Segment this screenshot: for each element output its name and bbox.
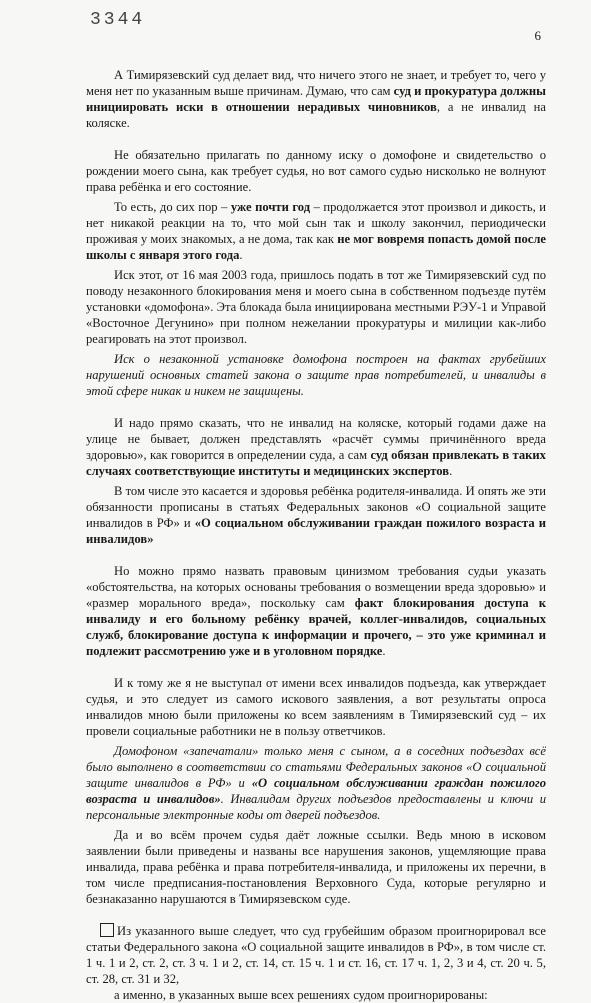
- paragraph-10: Домофоном «запечатали» только меня с сыном, а в соседних подъездах всё было выполнено в соответствии со статьями Федеральных законов «О социальной защите инвалидов в РФ» и «О социальном обслуживании граждан пожилого возраста и инвалидов». Инвалидам других подъездов предоставлены и ключи и персональные электронные коды от дверей подъездов.: [86, 744, 546, 822]
- paragraph-9: И к тому же я не выступал от имени всех инвалидов подъезда, как утверждает судья, и это следует из самого искового заявления, а вот результаты опроса инвалидов мною были приложены ко всем заявлениям в Тимирязевский суд – их провели социальные работники не в пользу ответчиков.: [86, 676, 546, 738]
- paragraph-1: А Тимирязевский суд делает вид, что ничего этого не знает, и требует то, чего у меня нет по указанным выше причинам. Думаю, что сам суд и прокуратура должны инициировать иски в отношении нерадивых чиновников, а не инвалид на коляске.: [86, 68, 547, 130]
- paragraph-5: Иск о незаконной установке домофона построен на фактах грубейших нарушений основных статей закона о защите прав потребителей, и инвалиды в этой сфере никак и никем не защищены.: [86, 352, 546, 398]
- paragraph-3: То есть, до сих пор – уже почти год – продолжается этот произвол и дикость, и нет никакой реакции на то, что мой сын так и школу закончил, периодически проживая у моих знакомых, а не дома, так как не мог вовремя попасть домой после школы с января этого года.: [86, 200, 546, 262]
- paragraph-12: Из указанного выше следует, что суд грубейшим образом проигнорировал все статьи Федерального закона «О социальной защите инвалидов в РФ», в том числе ст. 1 ч. 1 и 2, ст. 2, ст. 3 ч. 1 и 2, ст. 14, ст. 15 ч. 1 и ст. 16, ст. 17 ч. 1, 2, 3 и 4, ст. 20 ч. 5, ст. 28, ст. 31 и 32,: [86, 924, 546, 986]
- paragraph-8: Но можно прямо назвать правовым цинизмом требования судьи указать «обстоятельства, на которых основаны требования о возмещении вреда здоровью» и «размер морального вреда», поскольку сам факт блокирования доступа к инвалиду и его больному ребёнку врачей, коллег-инвалидов, социальных служб, блокирование доступа к информации и прочего, – это уже криминал и подлежит рассмотрению уже и в уголовном порядке.: [86, 564, 546, 658]
- paragraph-4: Иск этот, от 16 мая 2003 года, пришлось подать в тот же Тимирязевский суд по поводу незаконного блокирования меня и моего сына в собственном подъезде путём установки «домофона». Эта блокада была инициирована местными РЭУ-1 и Управой «Восточное Дегунино» при полном нежелании прокуратуры и милиции как-либо реагировать на этот произвол.: [86, 268, 546, 346]
- paragraph-13: а именно, в указанных выше всех решениях судом проигнорированы:: [114, 988, 488, 1002]
- paragraph-7: В том числе это касается и здоровья ребёнка родителя-инвалида. И опять же эти обязанности прописаны в статьях Федеральных законов «О социальной защите инвалидов в РФ» и «О социальном обслуживании граждан пожилого возраста и инвалидов»: [86, 484, 546, 546]
- paragraph-2: Не обязательно прилагать по данному иску о домофоне и свидетельство о рождении моего сына, как требует судья, но вот самого судью нисколько не волнуют права ребёнка и его состояние.: [86, 148, 546, 194]
- paragraph-6: И надо прямо сказать, что не инвалид на коляске, который годами даже на улице не бывает, должен представлять «расчёт суммы причинённого вреда здоровью», как говорится в определении суда, а сам суд обязан привлекать в таких случаях соответствующие институты и медицинских экспертов.: [86, 416, 546, 478]
- page-number: 6: [534, 28, 541, 43]
- paragraph-11: Да и во всём прочем судья даёт ложные ссылки. Ведь мною в исковом заявлении были приведены и названы все нарушения законов, ущемляющие права инвалида, права ребёнка и права потребителя-инвалида, и приложены их перечни, в том числе предписания-постановления Верховного Суда, которые регулярно и безнаказанно нарушаются в Тимирязевском суде.: [86, 828, 546, 906]
- checkbox-mark-icon: [100, 923, 114, 937]
- page-stamp: 3344: [90, 10, 146, 30]
- body-text: [86, 67, 546, 1003]
